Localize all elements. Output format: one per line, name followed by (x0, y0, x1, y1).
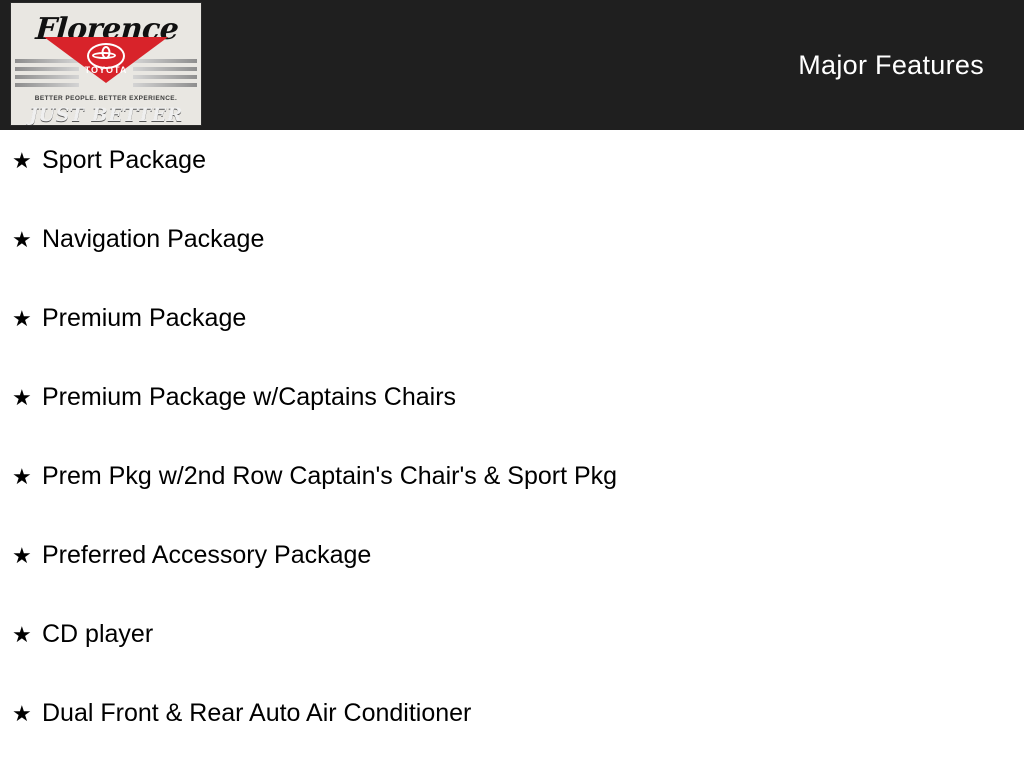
star-bullet-icon: ★ (12, 464, 32, 489)
feature-label: Dual Front & Rear Auto Air Conditioner (42, 699, 472, 727)
star-bullet-icon: ★ (12, 543, 32, 568)
page-title: Major Features (798, 49, 984, 80)
feature-label: Sport Package (42, 146, 206, 174)
star-bullet-icon: ★ (12, 385, 32, 410)
feature-label: Preferred Accessory Package (42, 541, 372, 569)
logo-wing-stripe (133, 83, 197, 87)
list-item (0, 227, 1024, 306)
list-item (0, 543, 1024, 622)
list-item (0, 148, 1024, 227)
list-item (0, 306, 1024, 385)
feature-label: Navigation Package (42, 225, 265, 253)
list-item (0, 622, 1024, 701)
star-bullet-icon: ★ (12, 227, 32, 252)
star-bullet-icon: ★ (12, 306, 32, 331)
feature-list (0, 130, 1024, 768)
feature-label: Premium Package (42, 304, 247, 332)
logo-slogan: JUST BETTER (29, 104, 183, 126)
toyota-brand-label: TOYOTA (84, 65, 128, 75)
logo-wing-stripe (15, 83, 79, 87)
star-bullet-icon: ★ (12, 148, 32, 173)
page-header (0, 0, 1024, 130)
logo-tagline: BETTER PEOPLE. BETTER EXPERIENCE. (34, 95, 178, 102)
list-item (0, 701, 1024, 768)
feature-label: Prem Pkg w/2nd Row Captain's Chair's & Sport Pkg (42, 462, 618, 490)
dealer-name-script: Florence (34, 12, 180, 47)
list-item (0, 385, 1024, 464)
dealer-logo (10, 2, 202, 126)
star-bullet-icon: ★ (12, 701, 32, 726)
list-item (0, 464, 1024, 543)
feature-label: CD player (42, 620, 154, 648)
star-bullet-icon: ★ (12, 622, 32, 647)
feature-label: Premium Package w/Captains Chairs (42, 383, 457, 411)
